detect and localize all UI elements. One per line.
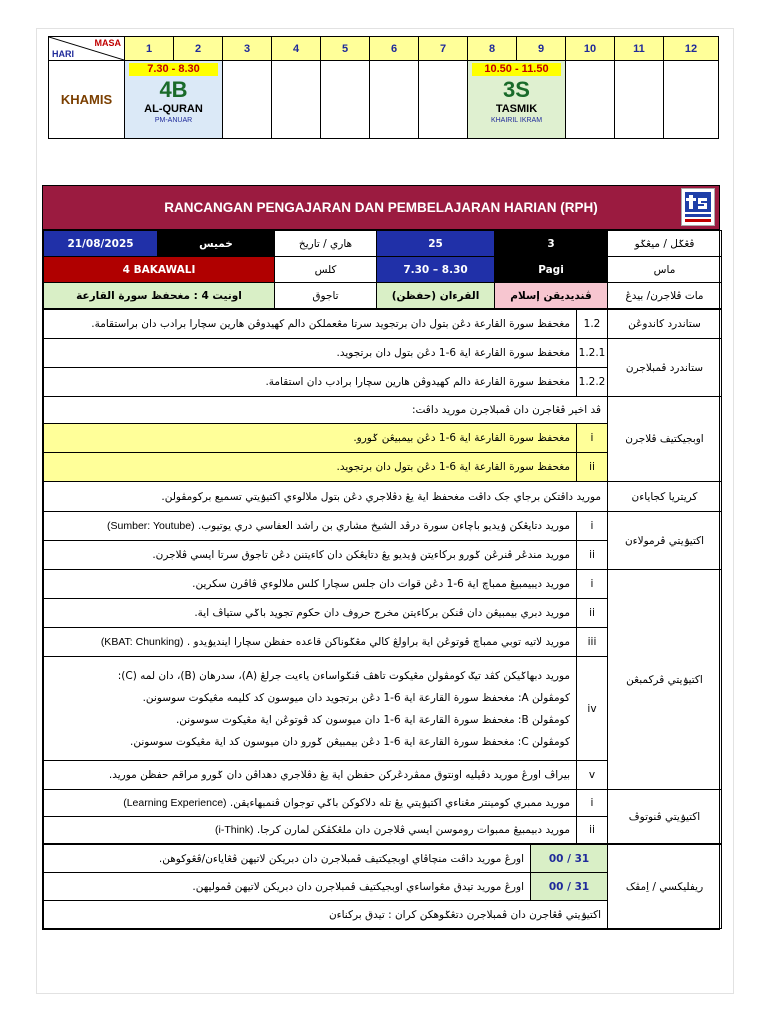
rph-row-class (44, 257, 722, 283)
perkembangan-row (44, 570, 722, 599)
rph-content-table (43, 309, 722, 844)
perkembangan-body: موريد لاتيه توبي ممباچ ڤوتوڠن اية براولڠ کالي مڠݢوناکن قاعده حفظن سچارا اينديۏيدو . (186, 636, 570, 648)
perkembangan-code: iv (577, 657, 608, 761)
objektif-code: ii (577, 453, 608, 482)
lesson-class: 3S (503, 77, 530, 102)
period-header: 7 (419, 37, 468, 61)
empty-slot (615, 61, 664, 139)
session-value: Pagi (495, 257, 608, 283)
refleksi-table (43, 844, 722, 929)
class-label: كلس (275, 257, 377, 283)
perkembangan-code: i (577, 570, 608, 599)
empty-slot (664, 61, 719, 139)
rph-row-subject (44, 283, 722, 309)
lesson-subject: TASMIK (495, 103, 538, 115)
lesson-class: 4B (159, 77, 188, 102)
sp-item-text: مغحفظ سورة القارعة اية 6-1 دڠن بتول دان برتجويد. (44, 339, 577, 368)
rph-row-date (44, 231, 722, 257)
empty-slot (223, 61, 272, 139)
kriteria-text: موريد داڤتکن برجاي جک داڤت مغحفظ اية يڠ دڤلاجري دڠن بتول ملالوءي اکتيۏيتي تسميع برکومڤولن. (44, 482, 608, 512)
topic-label: تاجوق (275, 283, 377, 309)
permulaan-label: اکتيۏيتي ڤرمولاءن (608, 512, 722, 570)
refleksi-text: اورڠ موريد تيدق مڠواساءي اوبجيکتيف ڤمبلاجرن دان دبريکن لاتيهن ڤموليهن. (44, 873, 531, 901)
period-header: 3 (223, 37, 272, 61)
objektif-intro-row (44, 397, 722, 424)
rph-title-bar (43, 186, 719, 230)
penutup-note: (i-Think) (215, 824, 254, 836)
period-header: 9 (517, 37, 566, 61)
weekly-timetable (48, 36, 719, 139)
lesson-teacher: KHAIRIL IKRAM (490, 117, 543, 124)
objektif-intro: ڤد اخير ڤڠاجرن دان ڤمبلاجرن موريد داڤت: (44, 397, 608, 424)
perkembangan-text: بيراڤ اورڠ موريد دڤيليه اونتوق ممڤردڠرکن حفظن اية يڠ دڤلاجري دهداڤن دان ݢورو مراقم حفظن موريد. (44, 761, 577, 790)
standard-kandungan-text: مغحفظ سورة القارعة دڠن بتول دان برتجويد سرتا مڠعملكن دالم كهيدوڤن هارين سچارا برادب دان براستقامة. (44, 310, 577, 339)
refleksi-label: ريفليکسي / اِمڤک (608, 845, 722, 929)
penutup-note: (Learning Experience) (123, 797, 227, 809)
kriteria-label: کريتريا کجاياءن (608, 482, 722, 512)
sp-item-code: 1.2.2 (577, 368, 608, 397)
timetable-header-row (49, 37, 719, 61)
empty-slot (566, 61, 615, 139)
group-a-line: کومڤولن A: مغحفظ سورة القارعة اية 6-1 دڠن برتجويد دان ميوسون کد کليمه مڠيکوت سوسونن. (142, 691, 570, 704)
penutup-body: موريد دبيمبيڠ ممبوات روموسن ايسي ڤلاجرن دان ملڠکڤکن لمارن کرجا. (256, 824, 570, 836)
lesson-subject: AL-QURAN (144, 103, 203, 115)
permulaan-text (44, 512, 577, 541)
objektif-code: i (577, 424, 608, 453)
sp-item-code: 1.2.1 (577, 339, 608, 368)
day-value: خميس (158, 231, 275, 257)
lesson-teacher: PM-ANUAR (154, 117, 193, 124)
masa-label: MASA (94, 38, 121, 48)
lesson-cell-4b[interactable] (125, 61, 223, 139)
permulaan-row (44, 512, 722, 541)
standard-kandungan-code: 1.2 (577, 310, 608, 339)
day-name: KHAMIS (49, 61, 125, 139)
period-header: 4 (272, 37, 321, 61)
perkembangan-text: موريد دبري بيمبيڠن دان ڤنکن برکاءيتن مخرج حروف دان حکوم تجويد باݢي ستياڤ اية. (44, 599, 577, 628)
rph-table (43, 230, 722, 309)
perkembangan-group-text (44, 657, 577, 761)
class-value: 4 BAKAWALI (44, 257, 275, 283)
standard-kandungan-row (44, 310, 722, 339)
lesson-time: 7.30 - 8.30 (129, 63, 218, 76)
subject-label: مات ڤلاجرن/ بيدڠ (608, 283, 722, 309)
ts-logo-icon (683, 190, 713, 224)
refleksi-score[interactable]: 00 / 31 (531, 845, 608, 873)
empty-slot (370, 61, 419, 139)
kriteria-row (44, 482, 722, 512)
time-label: ماس (608, 257, 722, 283)
period-header: 12 (664, 37, 719, 61)
time-value: 7.30 – 8.30 (377, 257, 495, 283)
school-logo (681, 188, 715, 226)
date-value: 21/08/2025 (44, 231, 158, 257)
date-label: هاري / تاريخ (275, 231, 377, 257)
period-header: 1 (125, 37, 174, 61)
perkembangan-label: اکتيۏيتي ڤرکمبڠن (608, 570, 722, 790)
objektif-text: مغحفظ سورة القارعة اية 6-1 دڠن بيمبيڠن ݢورو. (44, 424, 577, 453)
term-label: ڤڠݢل / ميڠݢو (608, 231, 722, 257)
period-header: 11 (615, 37, 664, 61)
week-number: 25 (377, 231, 495, 257)
empty-slot (419, 61, 468, 139)
unit-value: اونيت 4 : مغحفظ سورة القارعة (44, 283, 275, 309)
group-c-line: کومڤولن C: مغحفظ سورة القارعة اية 6-1 دڠن بيمبيڠن ݢورو دان ميوسون کد اية مڠيکوت سوسونن. (129, 735, 570, 748)
perkembangan-text (44, 628, 577, 657)
subject-value: ڤنديديقن إسلام (495, 283, 608, 309)
penutup-text (44, 817, 577, 844)
objektif-label: اوبجيکتيف ڤلاجرن (608, 397, 722, 482)
penutup-text (44, 790, 577, 817)
period-header: 2 (174, 37, 223, 61)
refleksi-text: اورڠ موريد داڤت منچاڤاي اوبجيکتيف ڤمبلاجرن دان دبريکن لاتيهن ڤڠاياءن/ڤڠوکوهن. (44, 845, 531, 873)
period-header: 10 (566, 37, 615, 61)
permulaan-text: موريد مندڠر ڤنرڠن ݢورو برکاءيتن ۏيديو يڠ دتايڠکن دان کاءيتنن دڠن تاجوق سرتا ايسي ڤلاجرن. (44, 541, 577, 570)
timetable-day-row (49, 61, 719, 139)
rph-title: RANCANGAN PENGAJARAN DAN PEMBELAJARAN HARIAN (RPH) (164, 200, 598, 215)
empty-slot (272, 61, 321, 139)
permulaan-code: ii (577, 541, 608, 570)
standard-pembelajaran-row (44, 339, 722, 368)
period-header: 5 (321, 37, 370, 61)
term-number: 3 (495, 231, 608, 257)
period-header: 6 (370, 37, 419, 61)
permulaan-code: i (577, 512, 608, 541)
standard-pembelajaran-label: ستاندرد ڤمبلاجرن (608, 339, 722, 397)
rph-form (42, 185, 720, 930)
group-intro: موريد دبهاݢيکن کڤد تيݢ کومڤولن مڠيکوت تاهڤ ڤنݢواساءن ياءيت جرلڠ (A)، سدرهان (B)، دان لمه (C): (117, 669, 570, 682)
permulaan-note: (Sumber: Youtube) (107, 520, 195, 532)
refleksi-score[interactable]: 00 / 31 (531, 873, 608, 901)
penutup-code: ii (577, 817, 608, 844)
perkembangan-text: موريد ديبيمبيڠ ممباچ اية 6-1 دڠن قوات دان جلس سچارا کلس ملالوءي ڤاڤرن سکرين. (44, 570, 577, 599)
penutup-body: موريد ممبري کومينتر مڠناءي اکتيۏيتي يڠ تله دلاکوکن باݢي توجوان ڤنمبهاءيقن. (229, 797, 570, 809)
lesson-time: 10.50 - 11.50 (472, 63, 561, 76)
penutup-label: اکتيۏيتي ڤنوتوڤ (608, 790, 722, 844)
penutup-row (44, 790, 722, 817)
objektif-text: مغحفظ سورة القارعة اية 6-1 دڠن بتول دان برتجويد. (44, 453, 577, 482)
lesson-cell-3s[interactable] (468, 61, 566, 139)
sp-item-text: مغحفظ سورة القارعة دالم كهيدوڤن هارين سچارا برادب دان استقامة. (44, 368, 577, 397)
timetable-corner (49, 37, 125, 61)
standard-kandungan-label: ستاندرد كاندوڠن (608, 310, 722, 339)
refleksi-footer: اکتيۏيتي ڤڠاجرن دان ڤمبلاجرن دتڠݢوهکن کران : تيدق برکناءن (44, 901, 608, 929)
perkembangan-code: ii (577, 599, 608, 628)
refleksi-row (44, 845, 722, 873)
permulaan-body: موريد دتايڠکن ۏيديو باچاءن سورة درڤد الشيخ مشاري بن راشد العفاسي دري يوتيوب. (197, 520, 570, 532)
empty-slot (321, 61, 370, 139)
period-header: 8 (468, 37, 517, 61)
hari-label: HARI (52, 49, 74, 59)
perkembangan-code: v (577, 761, 608, 790)
perkembangan-code: iii (577, 628, 608, 657)
perkembangan-note: (KBAT: Chunking) (100, 636, 184, 648)
penutup-code: i (577, 790, 608, 817)
topic-value: القرءان (حفظن) (377, 283, 495, 309)
group-b-line: کومڤولن B: مغحفظ سورة القارعة اية 6-1 دان ميوسون کد ڤوتوڠن اية مڠيکوت سوسونن. (175, 713, 570, 726)
